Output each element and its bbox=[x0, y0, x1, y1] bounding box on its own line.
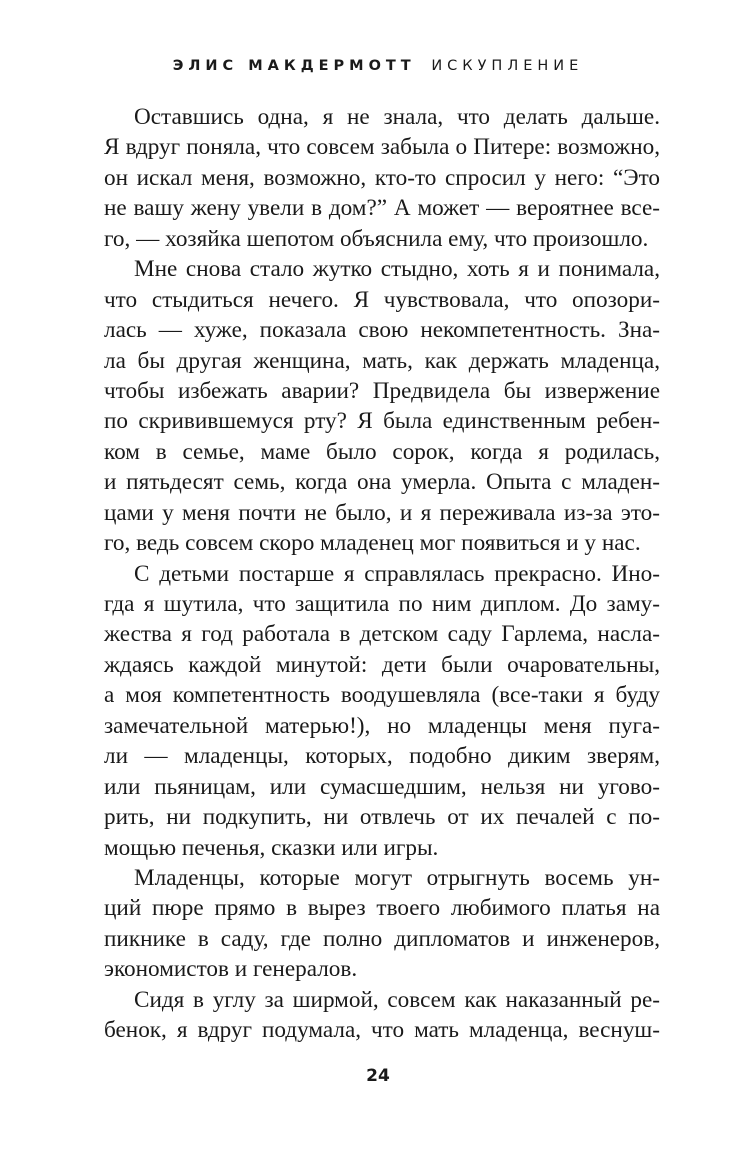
page-number: 24 bbox=[366, 1066, 390, 1086]
text-line: не вашу жену увели в дом?” А может — вероятнее все- bbox=[104, 195, 660, 222]
text-line: он искал меня, возможно, кто-то спросил у него: “Это bbox=[104, 164, 660, 191]
text-line: рить, ни подкупить, ни отвлечь от их печалей с по- bbox=[104, 804, 660, 831]
text-line: Сидя в углу за ширмой, совсем как наказанный ре- bbox=[134, 986, 660, 1013]
text-line: чтобы избежать аварии? Предвидела бы извержение bbox=[104, 377, 660, 404]
text-line: ждаясь каждой минутой: дети были очаровательны, bbox=[104, 651, 660, 678]
text-line: и пятьдесят семь, когда она умерла. Опыта с младен- bbox=[104, 469, 660, 496]
text-line: ли — младенцы, которых, подобно диким зверям, bbox=[104, 743, 660, 770]
text-line: лась — хуже, показала свою некомпетентность. Зна- bbox=[104, 317, 660, 344]
paragraph bbox=[104, 863, 660, 985]
paragraph bbox=[104, 254, 660, 558]
text-line: а моя компетентность воодушевляла (все-таки я буду bbox=[104, 682, 660, 709]
text-line: или пьяницам, или сумасшедшим, нельзя ни угово- bbox=[104, 773, 660, 800]
running-header bbox=[0, 58, 756, 74]
text-line: гда я шутила, что защитила по ним диплом. До заму- bbox=[104, 591, 660, 617]
text-line: Младенцы, которые могут отрыгнуть восемь ун- bbox=[134, 864, 660, 891]
text-line: что стыдиться нечего. Я чувствовала, что опозори- bbox=[104, 286, 660, 313]
text-line: мощью печенья, сказки или игры. bbox=[104, 834, 439, 861]
paragraph bbox=[104, 102, 660, 254]
body-text bbox=[104, 102, 660, 1046]
text-line: бенок, я вдруг подумала, что мать младенца, веснуш- bbox=[104, 1017, 660, 1044]
text-line: пикнике в саду, где полно дипломатов и инженеров, bbox=[104, 925, 660, 952]
header-title: ИСКУПЛЕНИЕ bbox=[431, 58, 584, 74]
text-line: Я вдруг поняла, что совсем забыла о Питере: возможно, bbox=[104, 134, 660, 161]
text-line: ла бы другая женщина, мать, как держать младенца, bbox=[104, 347, 660, 374]
paragraph bbox=[104, 559, 660, 863]
text-line: замечательной матерью!), но младенцы меня пуга- bbox=[104, 712, 660, 739]
text-line: Оставшись одна, я не знала, что делать дальше. bbox=[134, 104, 660, 130]
text-line: ций пюре прямо в вырез твоего любимого платья на bbox=[104, 895, 660, 922]
text-line: жества я год работала в детском саду Гарлема, насла- bbox=[104, 621, 660, 648]
text-line: го, ведь совсем скоро младенец мог появиться и у нас. bbox=[104, 530, 641, 557]
text-line: го, — хозяйка шепотом объяснила ему, что произошло. bbox=[104, 225, 649, 252]
text-line: Мне снова стало жутко стыдно, хоть я и понимала, bbox=[134, 256, 660, 283]
text-line: по скривившемуся рту? Я была единственным ребен- bbox=[104, 408, 660, 435]
paragraph bbox=[104, 985, 660, 1046]
text-line: экономистов и генералов. bbox=[104, 956, 358, 983]
header-author: ЭЛИС МАКДЕРМОТТ bbox=[172, 58, 416, 74]
text-line: цами у меня почти не было, и я переживала из-за это- bbox=[104, 499, 660, 526]
text-line: С детьми постарше я справлялась прекрасно. Ино- bbox=[134, 560, 660, 587]
text-line: ком в семье, маме было сорок, когда я родилась, bbox=[104, 438, 660, 465]
